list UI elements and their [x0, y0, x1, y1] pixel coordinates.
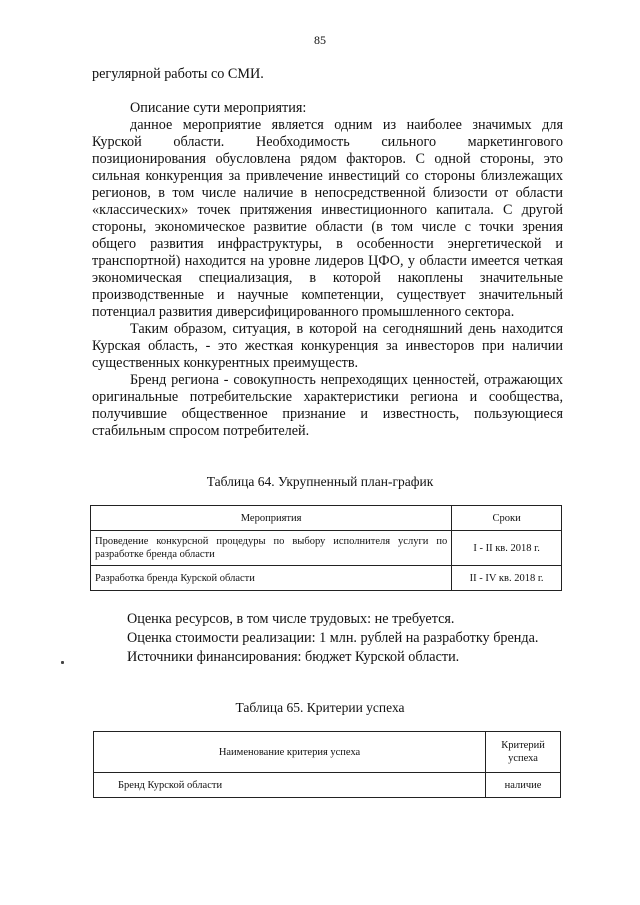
paragraph-2: Таким образом, ситуация, в которой на сегодняшний день находится Курская область, - это жесткая конкуренция за инвесторов при наличии существенных конкурентных преимуществ. — [92, 321, 563, 371]
table-header-row — [94, 732, 561, 773]
header-criterion: Критерий успеха — [486, 732, 561, 773]
term-cell: II - IV кв. 2018 г. — [452, 566, 562, 591]
table-row — [94, 773, 561, 798]
table-row — [91, 566, 562, 591]
criterion-name-cell: Бренд Курской области — [94, 773, 486, 798]
header-terms: Сроки — [452, 506, 562, 531]
funding-line: Источники финансирования: бюджет Курской области. — [127, 649, 460, 665]
paragraph-3: Бренд региона - совокупность непреходящих ценностей, отражающих оригинальные потребительские характеристики региона и сообщества, получившие общественное признание и известность, пользующиеся стабильным спросом потребителей. — [92, 372, 563, 439]
resource-estimates — [127, 610, 538, 667]
criterion-value-cell: наличие — [486, 773, 561, 798]
plan-schedule-table — [90, 505, 562, 591]
paragraph-1: данное мероприятие является одним из наиболее значимых для Курской области. Необходимость сильного маркетингового позиционирования обусловлена рядом факторов. С одной стороны, это сильная конкуренция за привлечение инвестиций со стороны близлежащих регионов, в том числе наличие в непосредственной близости от области «классических» точек притяжения инвестиционного капитала. С другой стороны, экономическое развитие области (в том числе с точки зрения общего развития инфраструктуры, в особенности энергетической и транспортной) находится на уровне лидеров ЦФО, у области имеется четкая экономическая специализация, в которой накоплены значительные производственные и научные компетенции, существует значительный потенциал развития диверсифицированного промышленного сектора. — [92, 117, 563, 320]
intro-line: регулярной работы со СМИ. — [92, 66, 264, 82]
description-heading: Описание сути мероприятия: — [130, 100, 307, 116]
event-cell: Разработка бренда Курской области — [91, 566, 452, 591]
table-row — [91, 531, 562, 566]
margin-dot — [61, 661, 64, 664]
event-cell: Проведение конкурсной процедуры по выбору исполнителя услуги по разработке бренда области — [91, 531, 452, 566]
cost-line: Оценка стоимости реализации: 1 млн. рублей на разработку бренда. — [127, 630, 539, 646]
header-criterion-name: Наименование критерия успеха — [94, 732, 486, 773]
description-section — [92, 100, 563, 440]
table-65-caption: Таблица 65. Критерии успеха — [235, 700, 405, 715]
table-header-row — [91, 506, 562, 531]
term-cell: I - II кв. 2018 г. — [452, 531, 562, 566]
resources-line: Оценка ресурсов, в том числе трудовых: не требуется. — [127, 611, 455, 627]
table-64-caption: Таблица 64. Укрупненный план-график — [206, 474, 434, 489]
success-criteria-table — [93, 731, 561, 798]
page-number: 85 — [314, 33, 326, 47]
header-events: Мероприятия — [91, 506, 452, 531]
body-text — [92, 66, 563, 83]
